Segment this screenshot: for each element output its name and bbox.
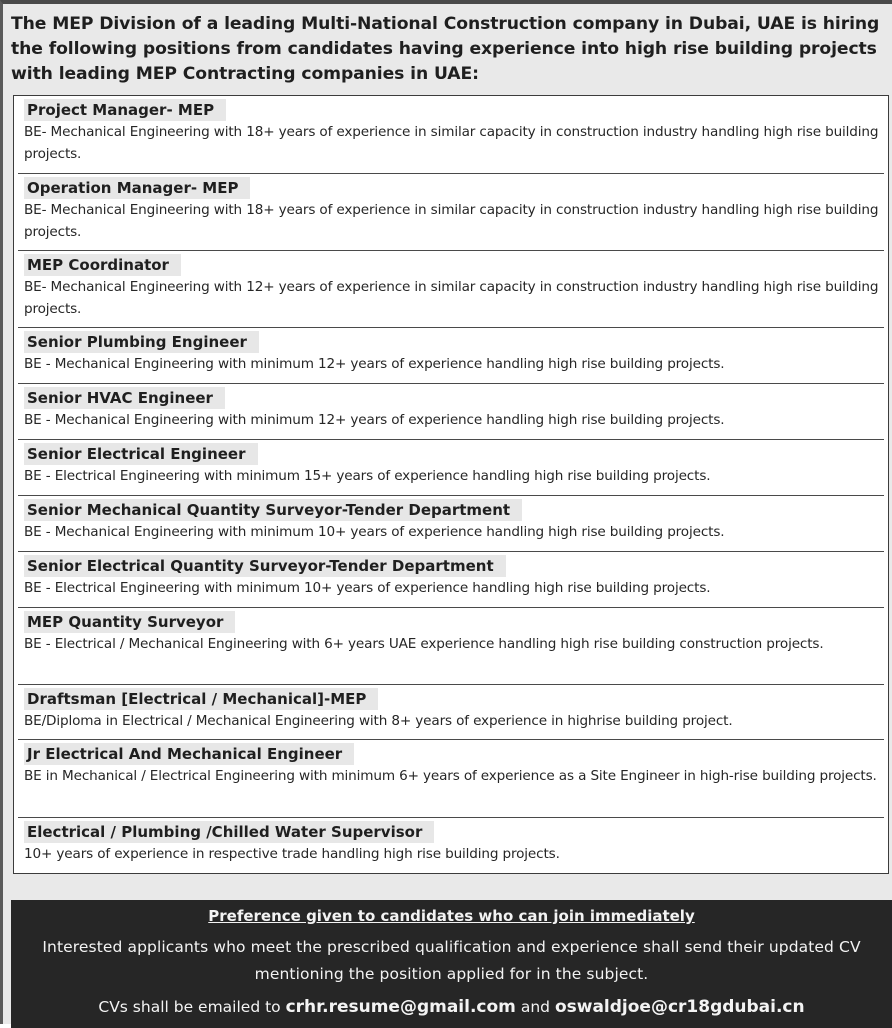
application-instructions: Interested applicants who meet the prescribed qualification and experience shall send their updated CV mentioning the position applied for in the subject.: [42, 938, 861, 983]
email-address-primary[interactable]: crhr.resume@gmail.com: [285, 997, 516, 1017]
email-prefix: CVs shall be emailed to: [98, 998, 281, 1016]
job-item: [18, 685, 884, 740]
job-description: BE - Mechanical Engineering with minimum 10+ years of experience handling high rise building projects.: [24, 524, 725, 540]
job-description: BE- Mechanical Engineering with 18+ years of experience in similar capacity in construction industry handling high rise building projects.: [24, 202, 879, 240]
job-item: [18, 740, 884, 818]
job-list: [13, 95, 889, 874]
job-item: [18, 608, 884, 685]
job-title: Senior Electrical Engineer: [24, 443, 258, 465]
job-description: 10+ years of experience in respective trade handling high rise building projects.: [24, 846, 560, 862]
job-description: BE in Mechanical / Electrical Engineering with minimum 6+ years of experience as a Site Engineer in high-rise building projects.: [24, 768, 877, 784]
job-title: Project Manager- MEP: [24, 99, 226, 121]
job-item: [18, 440, 884, 496]
job-title: Senior Plumbing Engineer: [24, 331, 259, 353]
job-title: MEP Coordinator: [24, 254, 181, 276]
job-title: Senior Electrical Quantity Surveyor-Tender Department: [24, 555, 506, 577]
application-footer: [11, 900, 892, 1028]
job-description: BE - Mechanical Engineering with minimum 12+ years of experience handling high rise building projects.: [24, 412, 725, 428]
job-title: Electrical / Plumbing /Chilled Water Supervisor: [24, 821, 434, 843]
job-item: [18, 96, 884, 174]
job-item: [18, 818, 884, 873]
job-title: Jr Electrical And Mechanical Engineer: [24, 743, 354, 765]
intro-heading: The MEP Division of a leading Multi-National Construction company in Dubai, UAE is hiring the following positions from candidates having experience into high rise building projects with leading MEP Contracting companies in UAE:: [11, 14, 880, 84]
job-item: [18, 552, 884, 608]
email-conjunction: and: [520, 998, 550, 1016]
job-item: [18, 384, 884, 440]
email-line: [11, 996, 892, 1018]
job-description: BE/Diploma in Electrical / Mechanical Engineering with 8+ years of experience in highrise building project.: [24, 713, 733, 729]
job-title: Operation Manager- MEP: [24, 177, 250, 199]
job-description: BE - Electrical / Mechanical Engineering with 6+ years UAE experience handling high rise building construction projects.: [24, 636, 824, 652]
job-description: BE - Electrical Engineering with minimum 10+ years of experience handling high rise building projects.: [24, 580, 711, 596]
job-title: Draftsman [Electrical / Mechanical]-MEP: [24, 688, 378, 710]
job-item: [18, 251, 884, 328]
email-address-secondary[interactable]: oswaldjoe@cr18gdubai.cn: [554, 997, 805, 1017]
job-description: BE - Electrical Engineering with minimum 15+ years of experience handling high rise building projects.: [24, 468, 711, 484]
job-item: [18, 496, 884, 552]
job-description: BE- Mechanical Engineering with 18+ years of experience in similar capacity in construction industry handling high rise building projects.: [24, 124, 879, 162]
job-description: BE- Mechanical Engineering with 12+ years of experience in similar capacity in construction industry handling high rise building projects.: [24, 279, 879, 317]
job-item: [18, 328, 884, 384]
job-title: MEP Quantity Surveyor: [24, 611, 235, 633]
preference-note: Preference given to candidates who can join immediately: [208, 907, 695, 925]
job-title: Senior HVAC Engineer: [24, 387, 225, 409]
job-title: Senior Mechanical Quantity Surveyor-Tender Department: [24, 499, 522, 521]
job-item: [18, 174, 884, 251]
job-description: BE - Mechanical Engineering with minimum 12+ years of experience handling high rise building projects.: [24, 356, 725, 372]
